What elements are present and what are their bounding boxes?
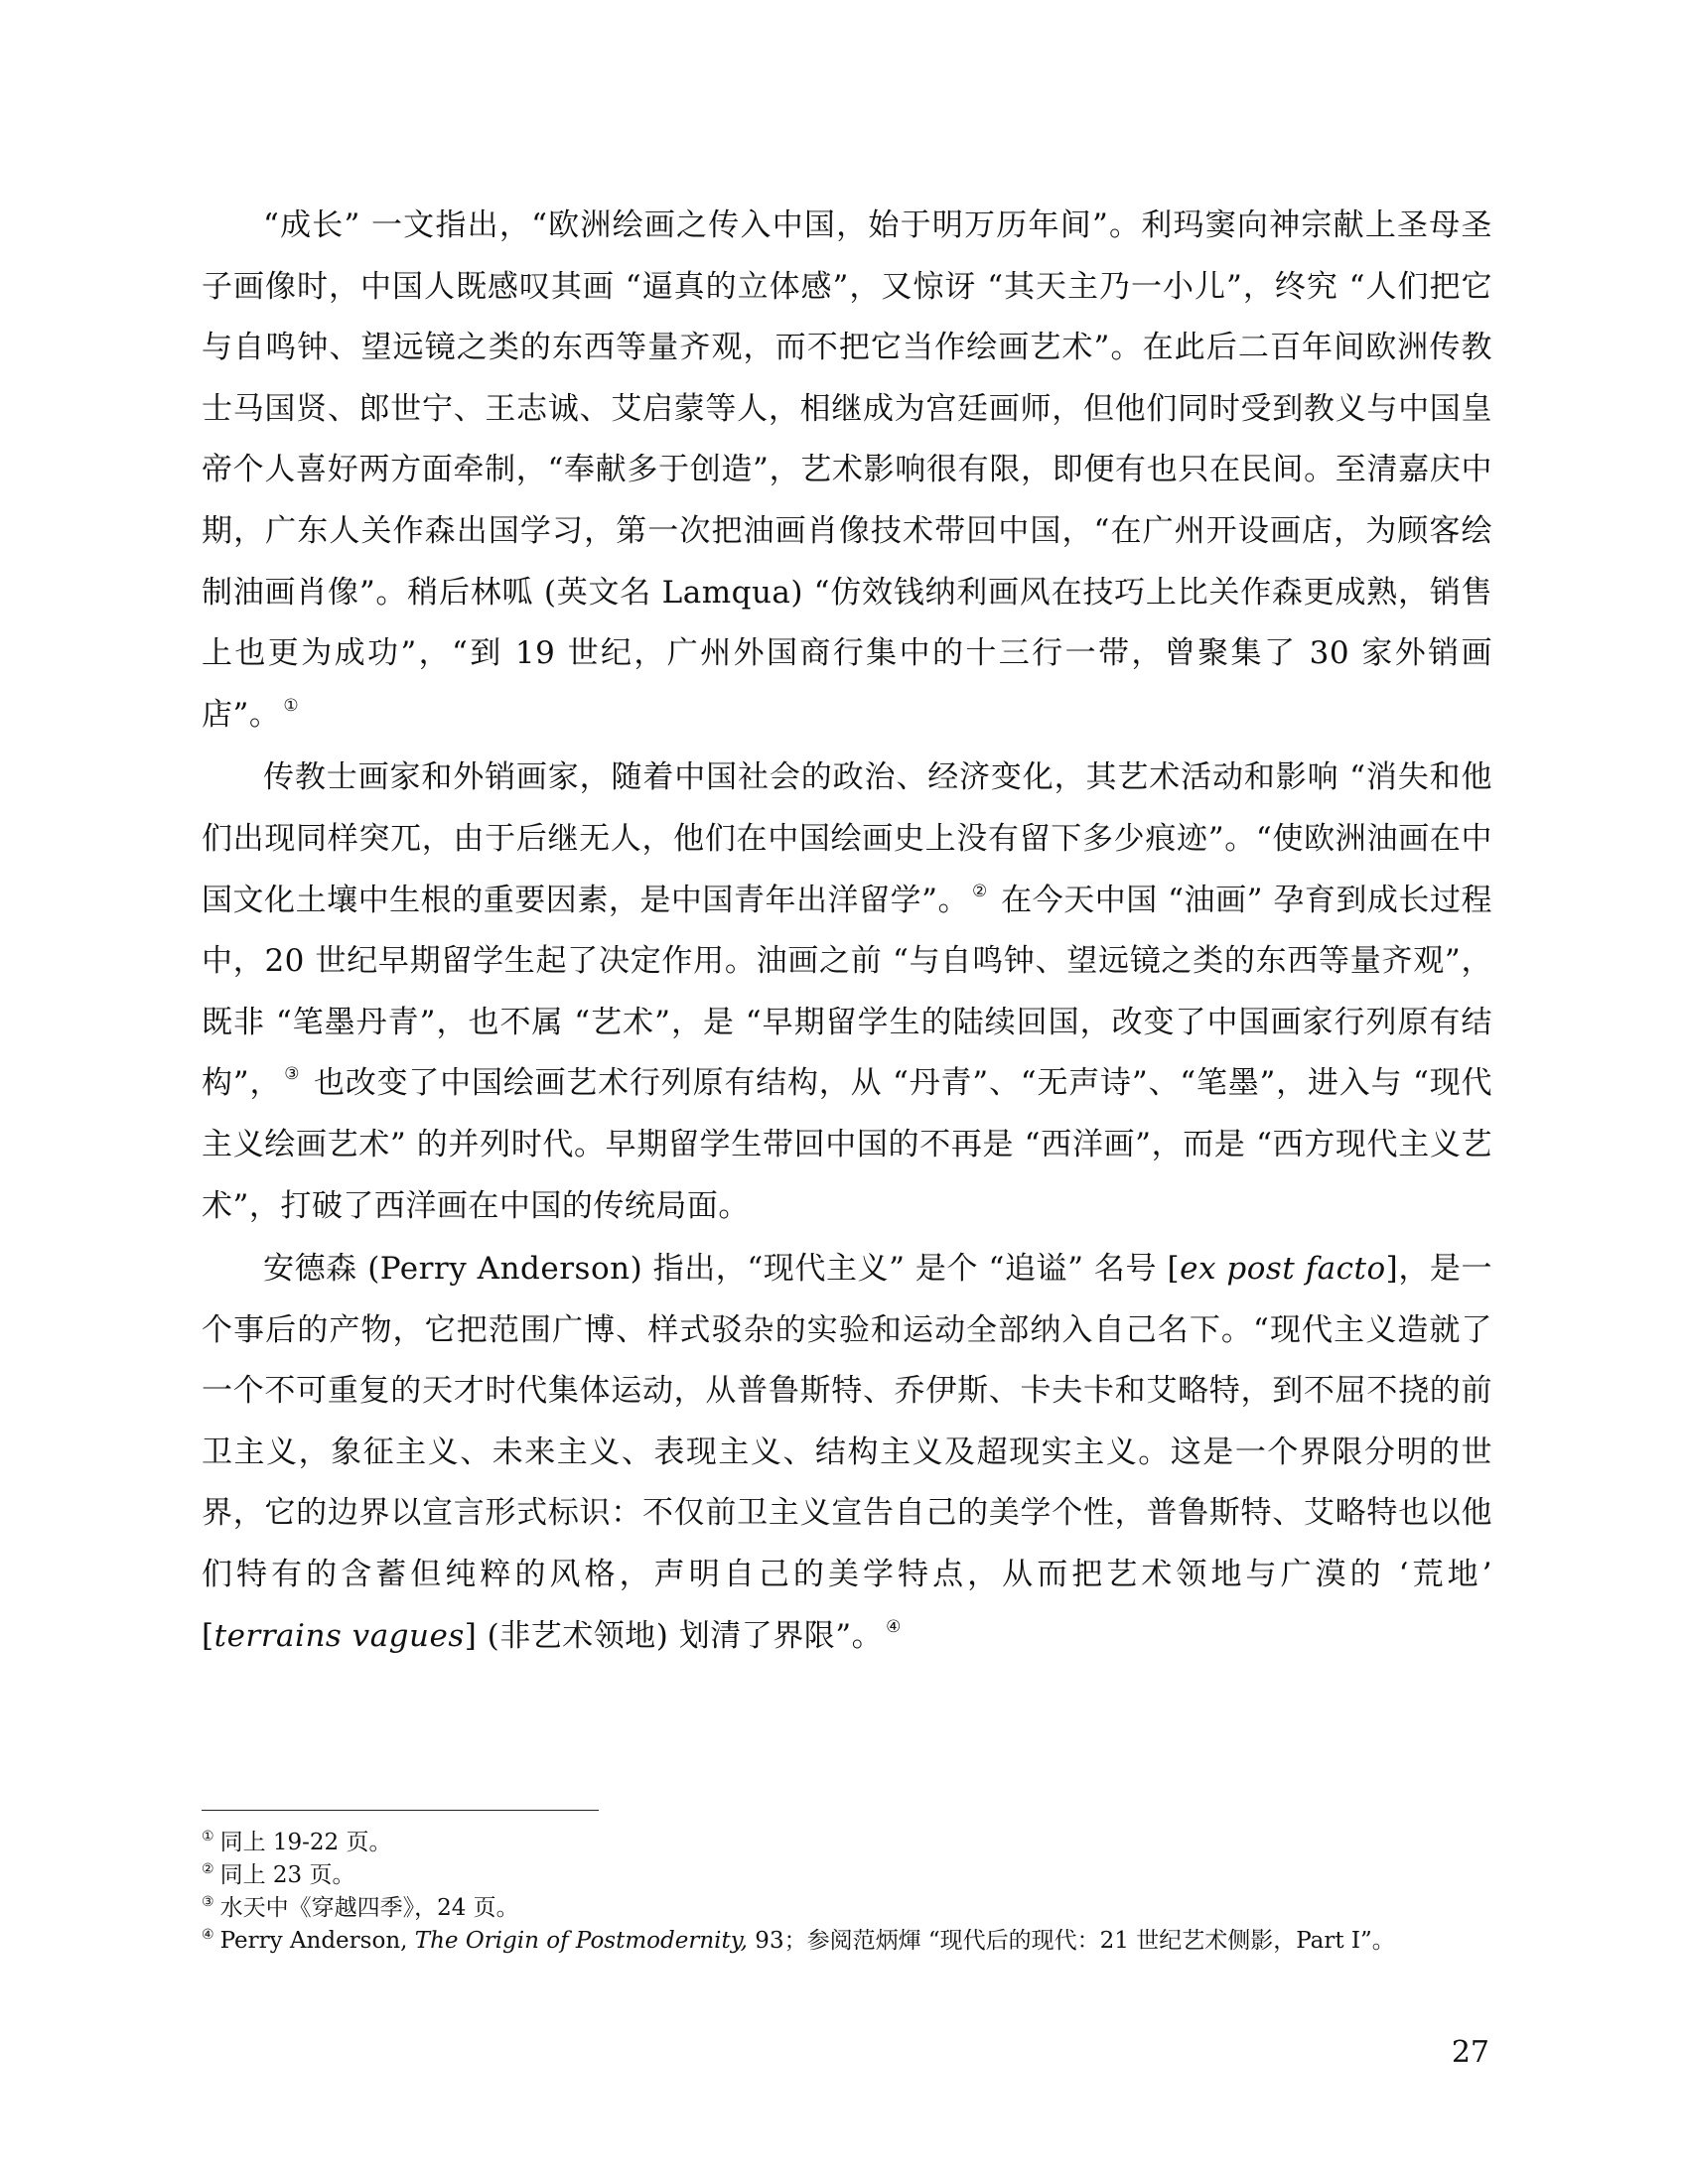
italic-term: ex post facto: [1180, 1251, 1386, 1288]
paragraph-text: 安德森 (Perry Anderson) 指出，“现代主义” 是个 “追谥” 名号 [: [263, 1251, 1181, 1288]
footnote-ref-2[interactable]: ②: [972, 881, 988, 901]
footnote-ref-3[interactable]: ③: [284, 1064, 301, 1085]
footnote-4: [202, 1925, 1492, 1958]
footnote-ref-4[interactable]: ④: [886, 1616, 902, 1637]
footnotes: [202, 1827, 1492, 1958]
footnote-book-title: The Origin of Postmodernity,: [414, 1928, 748, 1954]
paragraph-1: [202, 196, 1492, 746]
footnote-ref-1[interactable]: ①: [283, 695, 300, 716]
footnote-mark: ④: [202, 1927, 214, 1943]
footnote-text: 93；参阅范炳煇 “现代后的现代：21 世纪艺术侧影，Part I”。: [748, 1928, 1395, 1954]
italic-term: terrains vagues: [213, 1617, 465, 1654]
footnote-1: [202, 1827, 1492, 1859]
paragraph-text: 在今天中国 “油画” 孕育到成长过程中，20 世纪早期留学生起了决定作用。油画之前 “与自鸣钟、望远镜之类的东西等量齐观”，既非 “笔墨丹青”，也不属 “艺术”，是 “早期留学生的陆续回国，改变了中国画家行列原有结构”，: [202, 882, 1492, 1102]
paragraph-text: ]，是一个事后的产物，它把范围广博、样式驳杂的实验和运动全部纳入自己名下。“现代主义造就了一个不可重复的天才时代集体运动，从普鲁斯特、乔伊斯、卡夫卡和艾略特，到不屈不挠的前卫主义，象征主义、未来主义、表现主义、结构主义及超现实主义。这是一个界限分明的世界，它的边界以宣言形式标识：不仅前卫主义宣告自己的美学个性，普鲁斯特、艾略特也以他们特有的含蓄但纯粹的风格，声明自己的美学特点，从而把艺术领地与广漠的 ‘荒地’ [: [202, 1251, 1492, 1654]
footnote-mark: ①: [202, 1829, 214, 1844]
footnote-text: 水天中《穿越四季》，24 页。: [219, 1895, 519, 1921]
main-text: [202, 196, 1492, 1669]
footnote-mark: ②: [202, 1861, 214, 1877]
footnote-text: 同上 19-22 页。: [219, 1830, 392, 1855]
footnote-author: Perry Anderson,: [219, 1928, 415, 1954]
paragraph-3: [202, 1239, 1492, 1667]
paragraph-text: 也改变了中国绘画艺术行列原有结构，从 “丹青”、“无声诗”、“笔墨”，进入与 “现代主义绘画艺术” 的并列时代。早期留学生带回中国的不再是 “西洋画”，而是 “西方现代主义艺术”，打破了西洋画在中国的传统局面。: [202, 1065, 1492, 1224]
paragraph-text: “成长” 一文指出，“欧洲绘画之传入中国，始于明万历年间”。利玛窦向神宗献上圣母圣子画像时，中国人既感叹其画 “逼真的立体感”，又惊讶 “其天主乃一小儿”，终究 “人们把它与自鸣钟、望远镜之类的东西等量齐观，而不把它当作绘画艺术”。在此后二百年间欧洲传教士马国贤、郎世宁、王志诚、艾启蒙等人，相继成为宫廷画师，但他们同时受到教义与中国皇帝个人喜好两方面牵制，“奉献多于创造”，艺术影响很有限，即便有也只在民间。至清嘉庆中期，广东人关作森出国学习，第一次把油画肖像技术带回中国，“在广州开设画店，为顾客绘制油画肖像”。稍后林呱 (英文名 Lamqua) “仿效钱纳利画风在技巧上比关作森更成熟，销售上也更为成功”，“到 19 世纪，广州外国商行集中的十三行一带，曾聚集了 30 家外销画店”。: [202, 207, 1492, 733]
footnote-divider: [202, 1810, 599, 1811]
footnote-mark: ③: [202, 1894, 214, 1910]
paragraph-text: 传教士画家和外销画家，随着中国社会的政治、经济变化，其艺术活动和影响 “消失和他们出现同样突兀，由于后继无人，他们在中国绘画史上没有留下多少痕迹”。“使欧洲油画在中国文化土壤中生根的重要因素，是中国青年出洋留学”。: [202, 759, 1492, 918]
paragraph-text: ] (非艺术领地) 划清了界限”。: [464, 1617, 884, 1654]
footnote-3: [202, 1892, 1492, 1925]
paragraph-2: [202, 748, 1492, 1237]
page-number: 27: [1451, 2035, 1489, 2070]
footnote-text: 同上 23 页。: [219, 1862, 355, 1888]
footnote-2: [202, 1859, 1492, 1892]
